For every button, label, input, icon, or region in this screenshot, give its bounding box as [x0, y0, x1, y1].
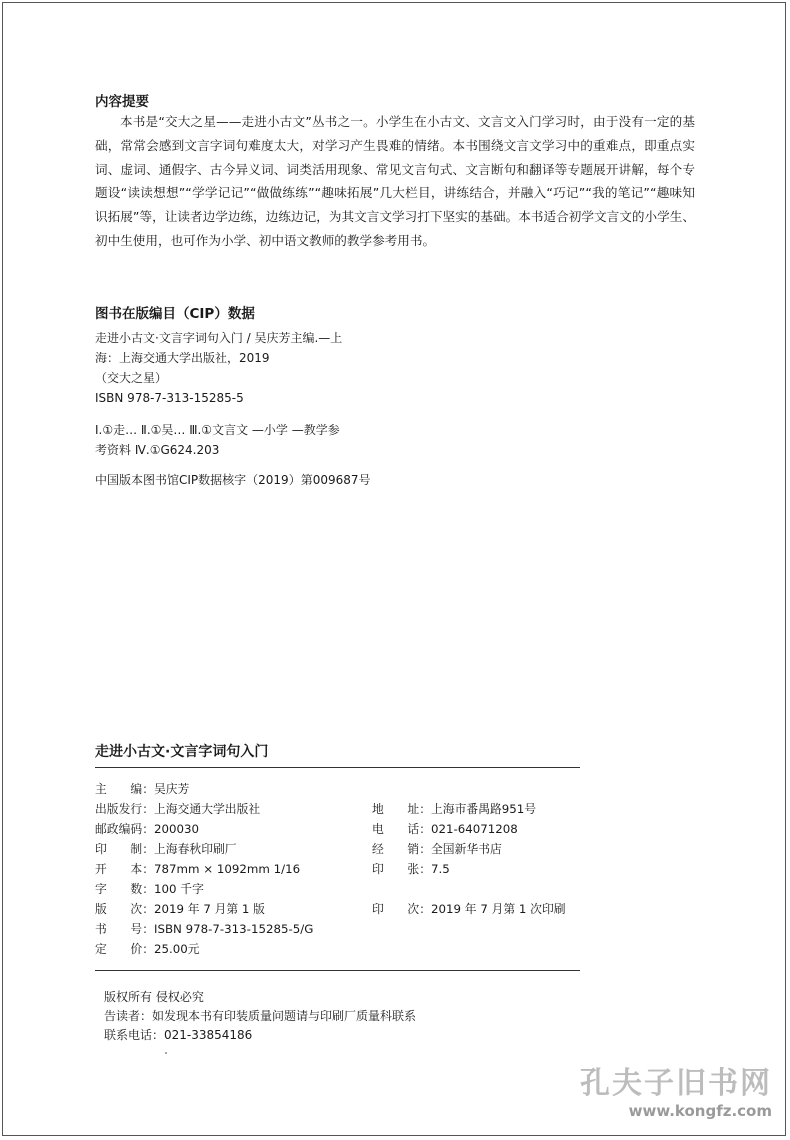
- rights-line-2: 告读者：如发现本书有印装质量问题请与印刷厂质量科联系: [104, 1009, 417, 1023]
- colophon-row-isbn: 书 号：ISBN 978-7-313-15285-5/G: [95, 922, 314, 936]
- summary-heading: 内容提要: [95, 94, 149, 110]
- colophon-row-printing: 印 次：2019 年 7 月第 1 次印刷: [372, 902, 566, 916]
- summary-section: [95, 110, 695, 253]
- rights-line-3: 联系电话：021-33854186: [104, 1028, 253, 1042]
- cip-line-6: 考资料 Ⅳ.①G624.203: [95, 443, 220, 457]
- colophon-right: [372, 799, 566, 919]
- rights-block: [104, 988, 416, 1045]
- colophon-row-edition: 版 次：2019 年 7 月第 1 版: [95, 902, 265, 916]
- colophon-row-format: 开 本：787mm × 1092mm 1/16: [95, 862, 301, 876]
- cip-line-2: 海：上海交通大学出版社，2019: [95, 351, 270, 365]
- colophon-row-wordcount: 字 数：100 千字: [95, 882, 204, 896]
- colophon-row-distributor: 经 销：全国新华书店: [372, 842, 502, 856]
- cip-block: [95, 328, 371, 490]
- colophon-left: [95, 779, 313, 959]
- colophon-row-postcode: 邮政编码：200030: [95, 822, 200, 836]
- cip-heading: 图书在版编目（CIP）数据: [95, 306, 255, 322]
- colophon-row-editor: 主 编：吴庆芳: [95, 782, 190, 796]
- watermark-brand: 孔夫子旧书网: [580, 1066, 772, 1101]
- summary-body: 本书是“交大之星——走进小古文”丛书之一。小学生在小古文、文言文入门学习时，由于没有一定的基础，常常会感到文言字词句难度太大，对学习产生畏难的情绪。本书围绕文言文学习中的重难点，即重点实词、虚词、通假字、古今异义词、词类活用现象、常见文言句式、文言断句和翻译等专题展开讲解，每个专题设“读读想想”“学学记记”“做做练练”“趣味拓展”几大栏目，讲练结合，并融入“巧记”“我的笔记”“趣味知识拓展”等，让读者边学边练，边练边记，为其文言文学习打下坚实的基础。本书适合初学文言文的小学生、初中生使用，也可作为小学、初中语文教师的教学参考用书。: [95, 114, 695, 248]
- cip-line-3: （交大之星）: [95, 371, 168, 385]
- colophon-row-address: 地 址：上海市番禺路951号: [372, 802, 537, 816]
- cip-line-7: 中国版本图书馆CIP数据核字（2019）第009687号: [95, 473, 371, 487]
- cip-line-1: 走进小古文·文言字词句入门 / 吴庆芳主编.—上: [95, 331, 343, 345]
- colophon-row-sheets: 印 张：7.5: [372, 862, 450, 876]
- colophon-row-price: 定 价：25.00元: [95, 942, 200, 956]
- speck: [165, 1052, 167, 1054]
- bottom-rule: [95, 970, 580, 971]
- title-rule: [95, 767, 580, 768]
- colophon-row-phone: 电 话：021-64071208: [372, 822, 518, 836]
- watermark-url: www.kongfz.com: [628, 1102, 772, 1120]
- cip-line-5: Ⅰ.①走… Ⅱ.①吴… Ⅲ.①文言文 —小学 —教学参: [95, 423, 340, 437]
- cip-line-4: ISBN 978-7-313-15285-5: [95, 391, 244, 405]
- rights-line-1: 版权所有 侵权必究: [104, 990, 204, 1004]
- book-title: 走进小古文·文言字词句入门: [95, 744, 269, 760]
- colophon-row-printer: 印 制：上海春秋印刷厂: [95, 842, 237, 856]
- watermark: [580, 1058, 772, 1120]
- colophon-row-publisher: 出版发行：上海交通大学出版社: [95, 802, 261, 816]
